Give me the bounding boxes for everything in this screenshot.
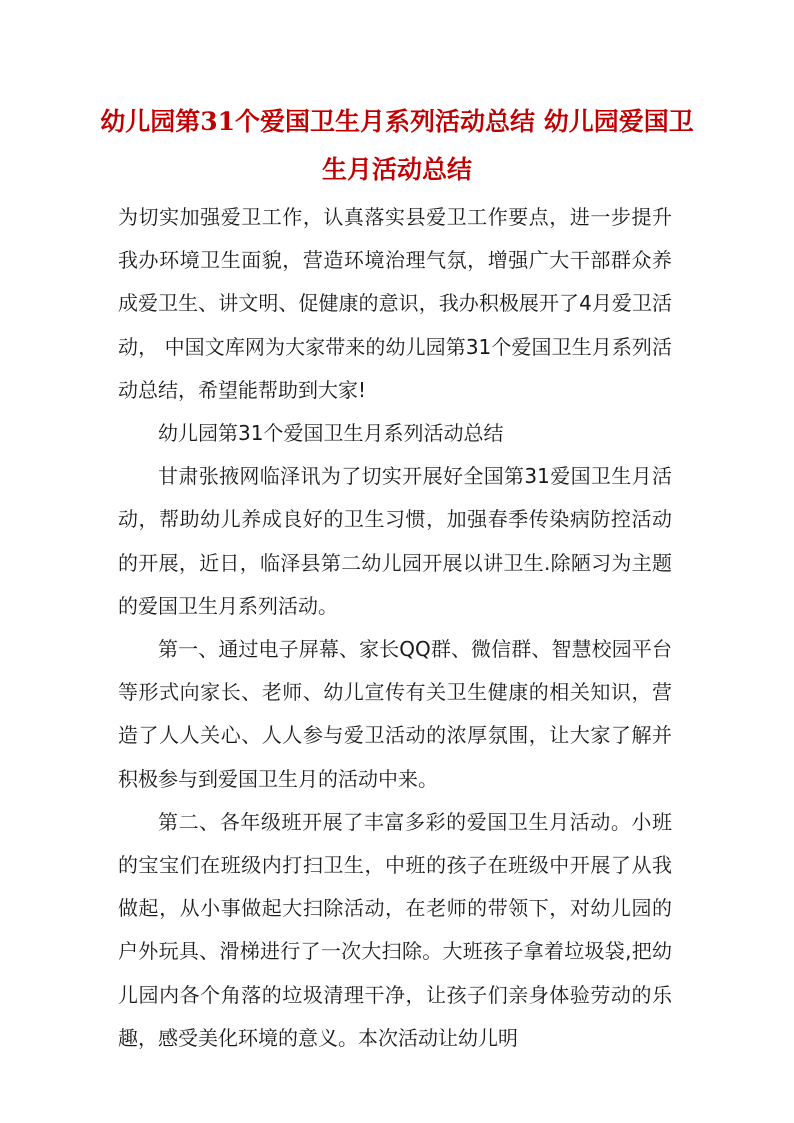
document-title: 幼儿园第31个爱国卫生月系列活动总结 幼儿园爱国卫生月活动总结 [100, 107, 694, 184]
body-paragraph-first: 第一、通过电子屏幕、家长QQ群、微信群、智慧校园平台等形式向家长、老师、幼儿宣传有关卫生健康的相关知识，营造了人人关心、人人参与爱卫活动的浓厚氛围，让大家了解并积极参与到爱国卫生月的活动中来。 [118, 637, 672, 791]
intro-paragraph: 为切实加强爱卫工作，认真落实县爱卫工作要点，进一步提升我办环境卫生面貌，营造环境治理气氛，增强广大干部群众养成爱卫生、讲文明、促健康的意识，我办积极展开了4月爱卫活动， 中国文库网为大家带来的幼儿园第31个爱国卫生月系列活动总结，希望能帮助到大家! [118, 205, 672, 402]
body-paragraph-news: 甘肃张掖网临泽讯为了切实开展好全国第31爱国卫生月活动，帮助幼儿养成良好的卫生习惯，加强春季传染病防控活动的开展，近日，临泽县第二幼儿园开展以讲卫生.除陋习为主题的爱国卫生月系列活动。 [118, 464, 672, 618]
document-body [118, 196, 672, 1060]
body-paragraph-second: 第二、各年级班开展了丰富多彩的爱国卫生月活动。小班的宝宝们在班级内打扫卫生，中班的孩子在班级中开展了从我做起，从小事做起大扫除活动，在老师的带领下，对幼儿园的户外玩具、滑梯进行了一次大扫除。大班孩子拿着垃圾袋,把幼儿园内各个角落的垃圾清理干净，让孩子们亲身体验劳动的乐趣，感受美化环境的意义。本次活动让幼儿明 [118, 809, 672, 1050]
section-heading: 幼儿园第31个爱国卫生月系列活动总结 [158, 421, 504, 446]
